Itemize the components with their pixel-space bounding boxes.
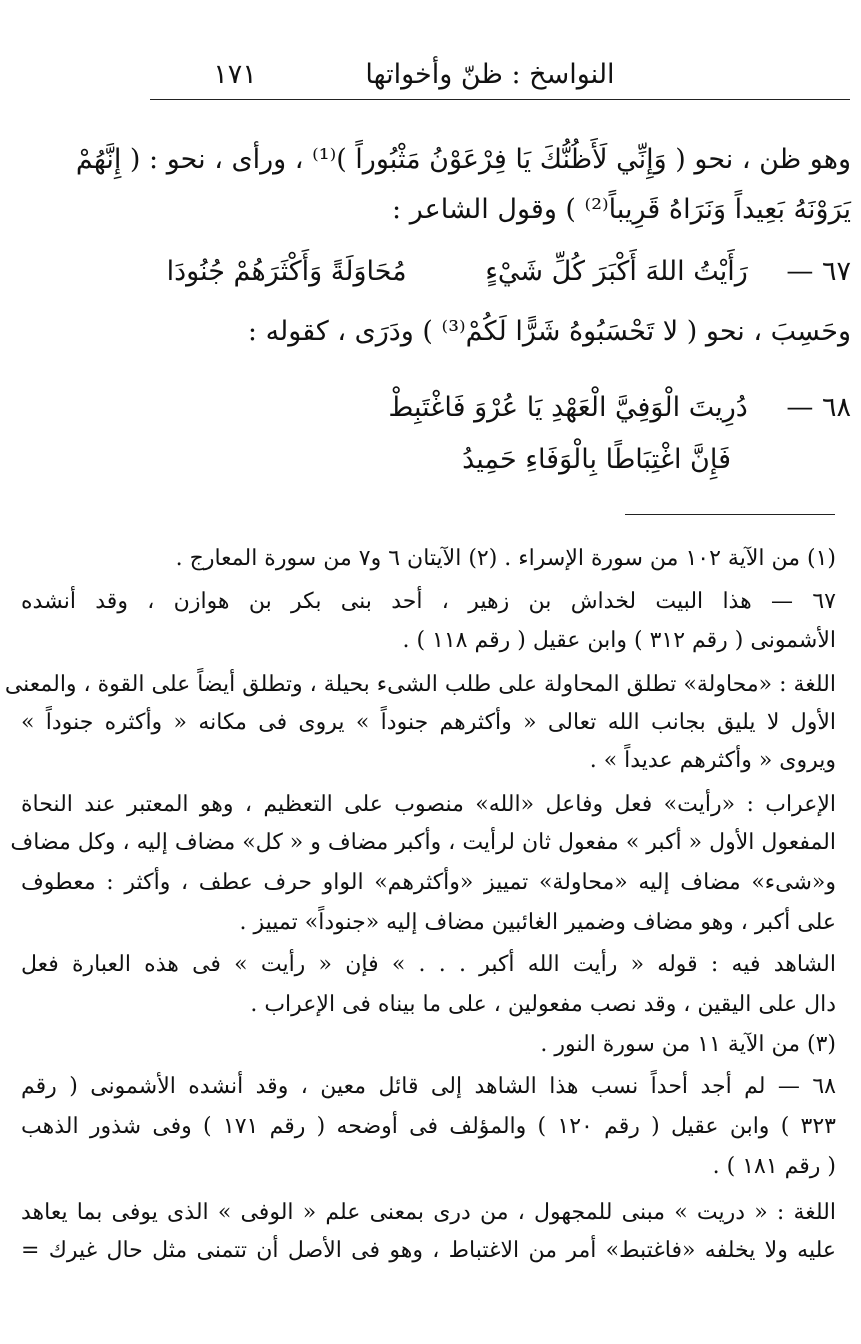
- verse-67-first-hemistich: رَأَيْتُ اللهَ أَكْبَرَ كُلِّ شَيْءٍ: [485, 256, 748, 287]
- footnote-line: اللغة : «محاولة» تطلق المحاولة على طلب الشىء بحيلة ، وتطلق أيضاً على القوة ، والمعنى: [4, 672, 836, 697]
- footnote-line: المفعول الأول « أكبر » مفعول ثان لرأيت ، وأكبر مضاف و « كل» مضاف إليه ، وكل مضاف: [10, 830, 836, 855]
- footnote-line: اللغة : « دريت » مبنى للمجهول ، من درى بمعنى علم « الوفى » الذى يوفى بما يعاهد: [21, 1200, 836, 1225]
- verse-68-first: [11, 384, 851, 432]
- footnote-line: الأول لا يليق بجانب الله تعالى « وأكثرهم جنوداً » يروى فى مكانه « وأكثره جنوداً »: [21, 710, 836, 735]
- body-line-1: وهو ظن ، نحو ( وَإِنِّي لَأَظُنُّكَ يَا فِرْعَوْنُ مَثْبُوراً )⁽¹⁾ ، ورأى ، نحو : ( إِنَّهُمْ: [75, 144, 851, 175]
- footnote-line: و«شىء» مضاف إليه «محاولة» تمييز «وأكثرهم» الواو حرف عطف ، وأكثر : معطوف: [21, 870, 836, 895]
- footnote-line: على أكبر ، وهو مضاف وضمير الغائبين مضاف إليه «جنوداً» تمييز .: [239, 910, 836, 935]
- footnote-line: (١) من الآية ١٠٢ من سورة الإسراء . (٢) الآيتان ٦ و٧ من سورة المعارج .: [175, 546, 836, 571]
- footnote-separator: [625, 514, 835, 515]
- footnote-line: الإعراب : «رأيت» فعل وفاعل «الله» منصوب على التعظيم ، وهو المعتبر عند النحاة: [21, 792, 836, 817]
- footnote-line: ٣٢٣ ) وابن عقيل ( رقم ١٢٠ ) والمؤلف فى أوضحه ( رقم ١٧١ ) وفى شذور الذهب: [21, 1114, 836, 1139]
- footnote-line: ٦٨ — لم أجد أحداً نسب هذا الشاهد إلى قائل معين ، وقد أنشده الأشمونى ( رقم: [21, 1074, 836, 1099]
- verse-68-number: ٦٨ —: [786, 392, 851, 423]
- verse-67-number: ٦٧ —: [786, 256, 851, 287]
- footnote-line: دال على اليقين ، وقد نصب مفعولين ، على ما بيناه فى الإعراب .: [250, 992, 836, 1017]
- footnote-line: عليه ولا يخلفه «فاغتبط» أمر من الاغتباط ، وهو فى الأصل أن تتمنى مثل حال غيرك =: [21, 1238, 836, 1263]
- footnote-line: الأشمونى ( رقم ٣١٢ ) وابن عقيل ( رقم ١١٨ ) .: [402, 628, 836, 653]
- verse-68-first-hemistich: دُرِيتَ الْوَفِيَّ الْعَهْدِ يَا عُرْوَ فَاغْتَبِطْ: [388, 392, 748, 423]
- header-rule: [150, 99, 850, 100]
- body-line-hasib: وحَسِبَ ، نحو ( لا تَحْسَبُوهُ شَرًّا لَكُمْ⁽³⁾ ) ودَرَى ، كقوله :: [247, 316, 851, 347]
- footnote-line: ويروى « وأكثرهم عديداً » .: [589, 748, 836, 773]
- footnote-line: الشاهد فيه : قوله « رأيت الله أكبر . . . » فإن « رأيت » فى هذه العبارة فعل: [21, 952, 836, 977]
- verse-68-second: [11, 436, 731, 484]
- page-number: ١٧١: [213, 59, 257, 90]
- running-header-title: النواسخ : ظنّ وأخواتها: [365, 59, 615, 90]
- verse-67: [11, 248, 851, 296]
- body-line-2: يَرَوْنَهُ بَعِيداً وَنَرَاهُ قَرِيباً⁽²⁾ ) وقول الشاعر :: [392, 194, 851, 225]
- verse-67-second-hemistich: مُحَاوَلَةً وَأَكْثَرَهُمْ جُنُودَا: [166, 256, 407, 287]
- footnote-line: (٣) من الآية ١١ من سورة النور .: [540, 1032, 836, 1057]
- verse-68-second-hemistich: فَإِنَّ اغْتِبَاطًا بِالْوَفَاءِ حَمِيدُ: [462, 444, 731, 475]
- footnote-line: ٦٧ — هذا البيت لخداش بن زهير ، أحد بنى بكر بن هوازن ، وقد أنشده: [21, 589, 836, 614]
- footnote-line: ( رقم ١٨١ ) .: [712, 1154, 836, 1179]
